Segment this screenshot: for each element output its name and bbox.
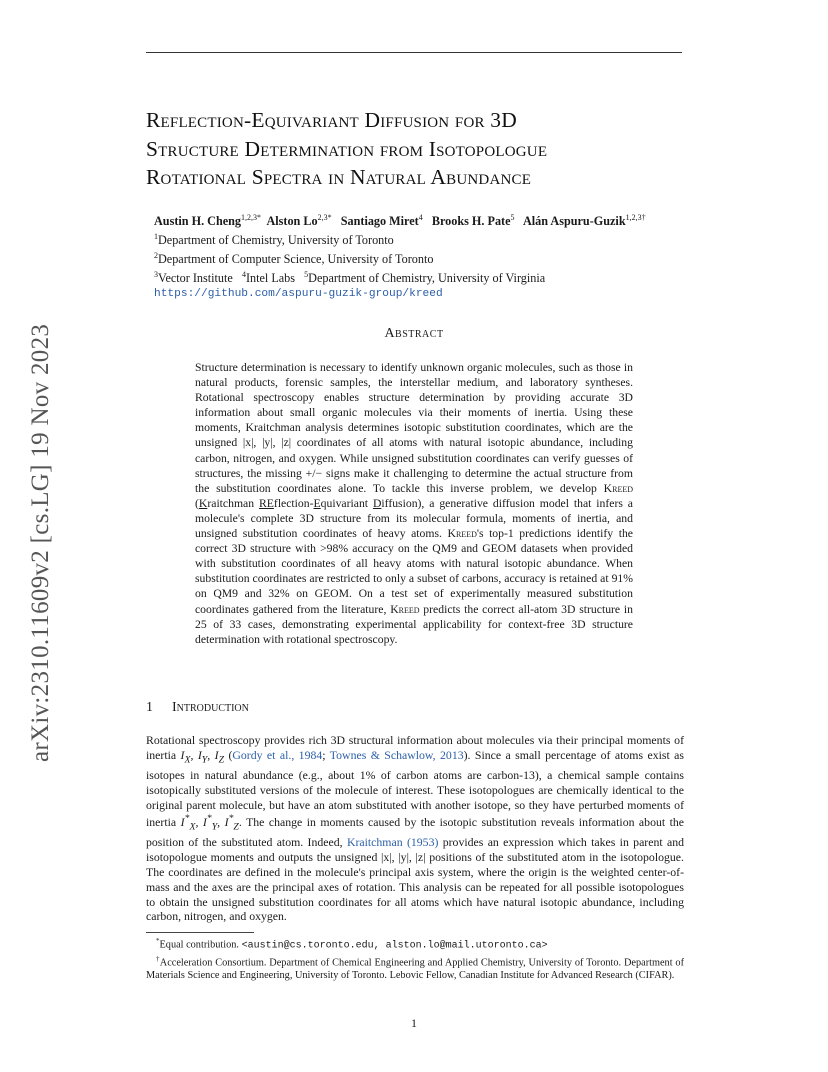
author-name: Alston Lo (266, 214, 318, 229)
perturbed-inertia-symbols: $I^*_X$, $I^*_Y$, $I^*_Z$ (180, 813, 239, 833)
section-heading (146, 700, 249, 716)
affiliation-3-4-5: $^3$Vector Institute $^4$Intel Labs $^5$Department of Chemistry, University of Virginia (154, 270, 546, 286)
abstract-heading: Abstract (384, 326, 444, 341)
author-affil-mark: 5 (510, 213, 515, 222)
repository-link[interactable]: https://github.com/aspuru-guzik-group/kreed (154, 288, 443, 301)
author-affil-mark: 2,3* (317, 213, 332, 222)
author-affil-mark: 1,2,3* (241, 213, 262, 222)
affiliation-1: $^1$Department of Chemistry, University of Toronto (154, 232, 394, 248)
page-number: 1 (411, 1016, 417, 1030)
author-name: Santiago Miret (340, 214, 419, 229)
introduction-paragraph: Rotational spectroscopy provides rich 3D structural information about molecules via their principal moments of inertia $I_X$, $I_Y$, $I_Z$ (Gordy et al., 1984; Townes & Schawlow, 2013). Since a small percentage of atoms exist as isotopes in natural abundance (e.g., about 1% of carbon atoms are carbon-13), a chemical sample contains isotopically substituted versions of the molecule of interest. These isotopologues are chemically identical to the original parent molecule, but have an atom substituted with another isotope, so they have perturbed moments of inertia $I^*_X$, $I^*_Y$, $I^*_Z$. The change in moments caused by the isotopic substitution reveals information about the position of the substituted atom. Indeed, Kraitchman (1953) provides an expression which takes in parent and isotopologue moments and outputs the unsigned |x|, |y|, |z| positions of the substituted atom in the isotopologue. The coordinates are defined in the molecule's principal axis system, where the origin is the weighted center-of-mass and the axes are the principal axes of rotation. This analysis can be repeated for all possible isotopologues to obtain the unsigned substitution coordinates for all atoms which have natural isotopic abundance, including carbon, nitrogen, and oxygen. (146, 733, 685, 924)
title-line-3: Rotational Spectra in Natural Abundance (146, 165, 532, 189)
author-affil-mark: 4 (418, 213, 423, 222)
footnote-1: *Equal contribution. <austin@cs.toronto.edu, alston.lo@mail.utoronto.ca> (156, 937, 548, 952)
footnote-2: †Acceleration Consortium. Department of Chemical Engineering and Applied Chemistry, University of Toronto. Department of Materials Science and Engineering, University of Toronto. Lebovic Fellow, Canadian Institute for Advanced Research (CIFAR). (146, 954, 684, 982)
section-number: 1 (146, 700, 153, 715)
author-block (154, 210, 714, 302)
abstract-body: Structure determination is necessary to identify unknown organic molecules, such as those in natural products, forensic samples, the interstellar medium, and laboratory syntheses. Rotational spectroscopy enables structure determination by providing accurate 3D information about small organic molecules via their moments of inertia. Using these moments, Kraitchman analysis determines isotopic substitution coordinates, which are the unsigned |x|, |y|, |z| coordinates of all atoms with natural isotopic abundance, including carbon, nitrogen, and oxygen. While unsigned substitution coordinates can verify guesses of structures, the missing +/− signs make it challenging to determine the actual structure from the substitution coordinates alone. To tackle this inverse problem, we develop Kreed (Kraitchman REflection-Equivariant Diffusion), a generative diffusion model that infers a molecule's complete 3D structure from its molecular formula, moments of inertia, and unsigned substitution coordinates of heavy atoms. Kreed's top-1 predictions identify the correct 3D structure with >98% accuracy on the QM9 and GEOM datasets when provided with substitution coordinates of all heavy atoms with natural isotopic abundance. When substitution coordinates are restricted to only a subset of carbons, accuracy is retained at 91% on QM9 and 32% on GEOM. On a test set of experimentally measured substitution coordinates gathered from the literature, Kreed predicts the correct all-atom 3D structure in 25 of 33 cases, demonstrating experimental applicability for context-free 3D structure determination with rotational spectroscopy. (195, 361, 634, 646)
method-name: Kreed (603, 481, 633, 495)
method-name: Kreed (390, 602, 420, 616)
section-title: Introduction (172, 700, 249, 715)
citation-link[interactable]: Townes & Schawlow, 2013 (329, 747, 464, 762)
title-line-1: Reflection-Equivariant Diffusion for 3D (146, 108, 517, 132)
title-line-2: Structure Determination from Isotopologue (146, 136, 548, 161)
citation-link[interactable]: Kraitchman (1953) (346, 835, 439, 850)
paper-title (146, 106, 706, 192)
arxiv-stamp (27, 292, 54, 762)
author-name: Alán Aspuru-Guzik (522, 214, 626, 229)
author-list (154, 210, 714, 229)
arxiv-stamp-text: arXiv:2310.11609v2 [cs.LG] 19 Nov 2023 (27, 323, 54, 762)
citation-link[interactable]: Gordy et al., 1984 (232, 747, 323, 762)
inertia-symbols: $I_X$, $I_Y$, $I_Z$ (180, 747, 225, 766)
footnotes (146, 935, 684, 982)
top-rule (146, 52, 682, 53)
author-name: Austin H. Cheng (154, 214, 242, 229)
email-addresses[interactable]: <austin@cs.toronto.edu, alston.lo@mail.utoronto.ca> (241, 940, 548, 952)
author-name: Brooks H. Pate (431, 214, 511, 229)
affiliation-2: $^2$Department of Computer Science, University of Toronto (154, 251, 434, 267)
method-name: Kreed (447, 527, 477, 541)
footnote-rule (146, 932, 254, 933)
author-affil-mark: 1,2,3† (625, 213, 646, 222)
